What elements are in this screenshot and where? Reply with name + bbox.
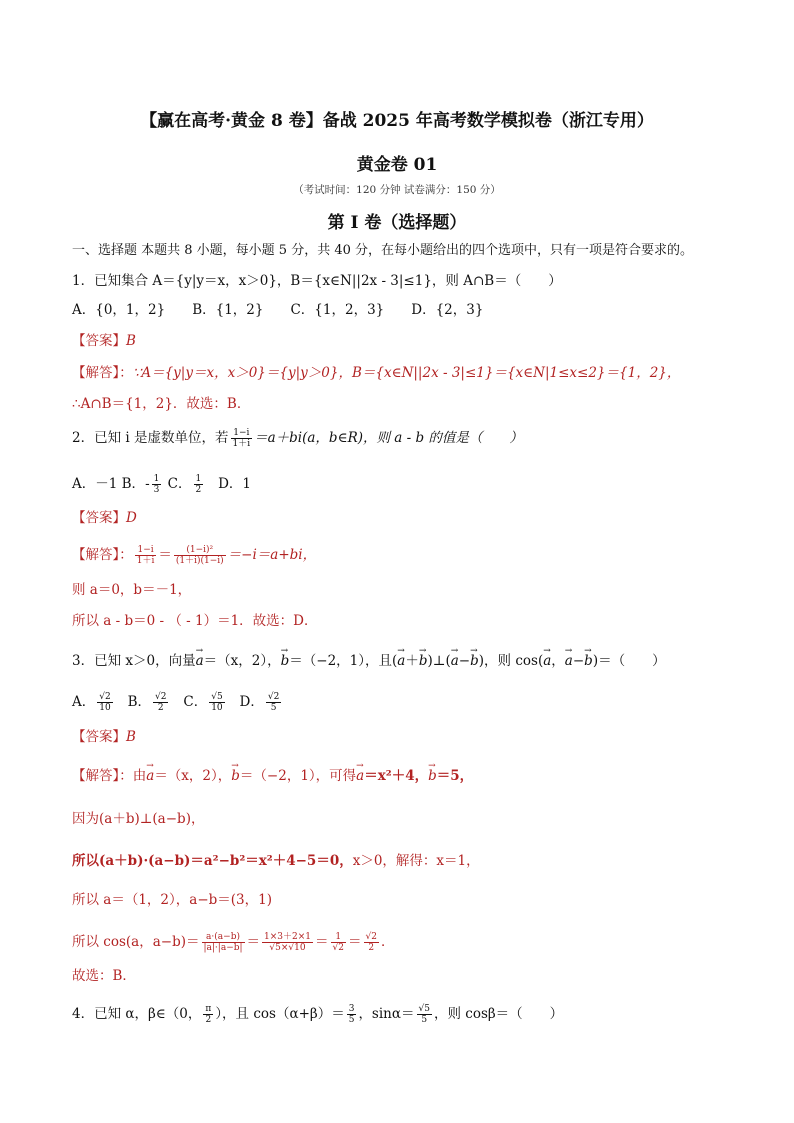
q3-sol3-b: x＞0，解得：x＝1， xyxy=(352,853,480,869)
q3-stem: 3．已知 x＞0，向量→ a＝（x，2），→ b＝（−2，1），且(→ a＋→ b)⊥(→ a−→ b)，则 cos(→ a，→ a−→ b)＝（ ） xyxy=(72,652,666,670)
q3-opt-d-frac xyxy=(266,692,281,713)
q1-solution-line2: ∴A∩B＝{1，2}．故选：B． xyxy=(72,396,251,412)
q3-answer xyxy=(72,728,136,746)
q3-opt-b: B． xyxy=(127,694,152,710)
frac-numerator: √2 xyxy=(267,692,280,702)
q3-stem-b: ＝（x，2）， xyxy=(203,653,281,669)
vector-b: → b xyxy=(470,652,479,670)
q3-solution-line1 xyxy=(72,767,473,785)
q3-stem-d: )⊥( xyxy=(427,653,451,669)
q2-opt-b-frac xyxy=(152,474,162,495)
q1-solution-text: ∵A＝{y|y＝x，x＞0}＝{y|y＞0}，B＝{x∈N||2x - 3|≤1}＝{x∈N|1≤x≤2}＝{1，2}， xyxy=(132,365,681,381)
q1-answer xyxy=(72,332,136,350)
q2-sol-frac2 xyxy=(174,545,226,566)
q2-opt-d: D．1 xyxy=(218,476,252,492)
q1-stem: 1．已知集合 A＝{y|y＝x，x＞0}，B＝{x∈N||2x - 3|≤1}，则 A∩B＝（ ） xyxy=(72,273,562,289)
frac-denominator: 2 xyxy=(205,1015,212,1025)
q3-stem-e: )，则 cos( xyxy=(478,653,544,669)
q1-solution-line1 xyxy=(72,364,680,382)
q3-sol5-frac4 xyxy=(364,932,379,953)
q2-solution-line3: 所以 a - b＝0 - （ - 1）＝1．故选：D． xyxy=(72,613,318,629)
vector-b: → b xyxy=(231,767,240,785)
frac-numerator: 1−i xyxy=(135,545,157,556)
q3-sol1-b: ＝（x，2）， xyxy=(154,768,232,784)
q3-sol5-a: 所以 cos(a，a−b)＝ xyxy=(72,934,200,950)
frac-numerator: 1−i xyxy=(231,428,253,439)
q3-sol1-c: ＝（−2，1），可得 xyxy=(239,768,357,784)
vector-b: → b xyxy=(419,652,428,670)
frac-numerator: 1 xyxy=(153,474,160,484)
vector-a: → a xyxy=(397,652,405,670)
frac-numerator: √5 xyxy=(211,692,223,702)
q2-sol-tail: ＝−i＝a+bi， xyxy=(227,547,317,563)
frac-numerator: √2 xyxy=(99,692,111,702)
q3-solution-line4: 所以 a＝（1，2），a−b＝(3，1) xyxy=(72,892,272,908)
q2-sol-frac1 xyxy=(135,545,157,566)
q3-stem-f: )＝（ ） xyxy=(592,653,666,669)
frac-numerator: √2 xyxy=(365,932,377,942)
q2-opt-b-sign: - xyxy=(145,476,150,492)
q3-opt-c: C． xyxy=(183,694,208,710)
q3-opt-c-frac xyxy=(209,692,224,713)
answer-label: 【答案】 xyxy=(72,510,126,526)
vector-a: → a xyxy=(543,652,551,670)
q2-answer xyxy=(72,509,137,527)
solution-label: 【解答】： xyxy=(72,365,133,381)
frac-denominator: √2 xyxy=(332,943,344,953)
answer-value: B xyxy=(126,333,136,349)
frac-numerator: 1 xyxy=(331,932,346,943)
frac-denominator: 2 xyxy=(195,485,202,495)
q3-stem-a: 3．已知 x＞0，向量 xyxy=(72,653,196,669)
frac-numerator: √2 xyxy=(155,692,167,702)
q3-opt-a: A． xyxy=(72,694,96,710)
q3-sol5-frac3 xyxy=(331,932,346,953)
q3-opt-b-frac xyxy=(153,692,168,713)
q3-opt-d: D． xyxy=(239,694,264,710)
vector-a: → a xyxy=(356,767,364,785)
q3-sol3-a: 所以(a＋b)·(a−b)＝a²−b²＝x²＋4−5＝0， xyxy=(72,853,353,869)
q2-stem-tail: ＝a＋bi(a，b∈R)，则 a - b 的值是（ ） xyxy=(254,430,523,446)
frac-denominator: 5 xyxy=(270,703,277,713)
vector-a: → a xyxy=(146,767,154,785)
frac-numerator: √5 xyxy=(418,1004,430,1014)
q3-options xyxy=(72,692,283,713)
frac-denominator: |a|·|a−b| xyxy=(203,943,243,953)
frac-denominator: 10 xyxy=(211,703,223,713)
q4-stem-b: ），且 cos（α+β）＝ xyxy=(215,1006,345,1022)
vector-b: → b xyxy=(584,652,593,670)
q3-sol1-d: ＝x²＋4， xyxy=(364,768,429,784)
q4-pi-frac xyxy=(203,1004,213,1025)
vector-a: → a xyxy=(565,652,573,670)
q3-sol1-a: 由 xyxy=(132,768,147,784)
part-title: 第 I 卷（选择题） xyxy=(327,213,467,233)
q2-opt-c: C． xyxy=(167,476,192,492)
q2-solution-line1: 【解答】： $\frac{1-i}{1+i}$ ＝ $\frac{\text{(1−i)²}}{(1+i)(1-i)}$ ＝−i＝a+bi， xyxy=(72,545,317,566)
q2-fraction xyxy=(231,428,253,449)
frac-denominator: 2 xyxy=(368,943,375,953)
q3-stem-c: ＝（−2，1），且( xyxy=(289,653,398,669)
vector-a: → a xyxy=(451,652,459,670)
q1-options: A．{0，1，2} B．{1，2} C．{1，2，3} D．{2，3} xyxy=(72,302,484,318)
answer-label: 【答案】 xyxy=(72,729,126,745)
exam-title: 【赢在高考·黄金 8 卷】备战 2025 年高考数学模拟卷（浙江专用） xyxy=(140,111,654,131)
vector-b: → b xyxy=(428,767,437,785)
q3-solution-line3 xyxy=(72,852,480,870)
frac-denominator: 5 xyxy=(421,1015,428,1025)
frac-denominator: 10 xyxy=(99,703,111,713)
frac-denominator: √5×√10 xyxy=(269,943,306,953)
frac-denominator: 1＋i xyxy=(136,556,155,566)
frac-numerator: (1−i)² xyxy=(174,545,226,556)
q3-sol1-e: ＝5， xyxy=(436,768,474,784)
q2-opt-c-frac xyxy=(194,474,204,495)
frac-denominator: 1＋i xyxy=(232,439,251,449)
frac-denominator: (1＋i)(1−i) xyxy=(175,556,224,566)
frac-denominator: 5 xyxy=(348,1015,355,1025)
frac-numerator: 1 xyxy=(195,474,202,484)
q2-solution-line2: 则 a＝0，b＝－1， xyxy=(72,582,192,598)
q4-cos-frac xyxy=(347,1004,357,1025)
q2-stem-text: 2．已知 i 是虚数单位，若 xyxy=(72,430,229,446)
solution-label: 【解答】： xyxy=(72,768,133,784)
frac-denominator: 3 xyxy=(153,485,160,495)
frac-numerator: 1×3＋2×1 xyxy=(264,932,312,942)
q4-stem-d: ，则 cosβ＝（ ） xyxy=(433,1006,564,1022)
exam-info: （考试时间：120 分钟 试卷满分：150 分） xyxy=(293,184,501,196)
q4-stem xyxy=(72,1004,563,1025)
q3-sol5-frac1 xyxy=(202,932,245,953)
frac-numerator: π xyxy=(205,1004,212,1014)
q3-sol5-frac2 xyxy=(262,932,313,953)
frac-denominator: 2 xyxy=(157,703,164,713)
section-intro: 一、选择题 本题共 8 小题，每小题 5 分，共 40 分，在每小题给出的四个选项中，只有一项是符合要求的。 xyxy=(72,243,694,258)
q2-opt-a: A．－1 B． xyxy=(72,476,146,492)
answer-label: 【答案】 xyxy=(72,333,126,349)
q2-options xyxy=(72,474,251,495)
answer-value: B xyxy=(126,729,136,745)
q4-stem-c: ，sinα＝ xyxy=(358,1006,415,1022)
q3-solution-line2: 因为(a＋b)⊥(a−b)， xyxy=(72,811,205,827)
q4-sin-frac xyxy=(417,1004,432,1025)
q2-stem xyxy=(72,428,523,449)
vector-a: → a xyxy=(196,652,204,670)
q4-stem-a: 4．已知 α，β∈（0， xyxy=(72,1006,202,1022)
answer-value: D xyxy=(126,510,137,526)
q3-solution-line5: 所以 cos(a，a−b)＝ $\frac{a\cdot(a-b)}{|a|\cdot|a-b|}$ ＝ $\frac{1\times 3+2\times 1}{√5\times√10}$ ＝ $\frac{1}{√2}$ ＝ $\frac{√2}{2}$ ． xyxy=(72,932,395,953)
vector-b: → b xyxy=(281,652,290,670)
frac-numerator: 3 xyxy=(348,1004,355,1014)
paper-subtitle: 黄金卷 01 xyxy=(356,155,438,175)
frac-numerator: a·(a−b) xyxy=(202,932,245,943)
solution-label: 【解答】： xyxy=(72,547,133,563)
q3-opt-a-frac xyxy=(97,692,112,713)
q3-solution-line6: 故选：B． xyxy=(72,968,136,984)
